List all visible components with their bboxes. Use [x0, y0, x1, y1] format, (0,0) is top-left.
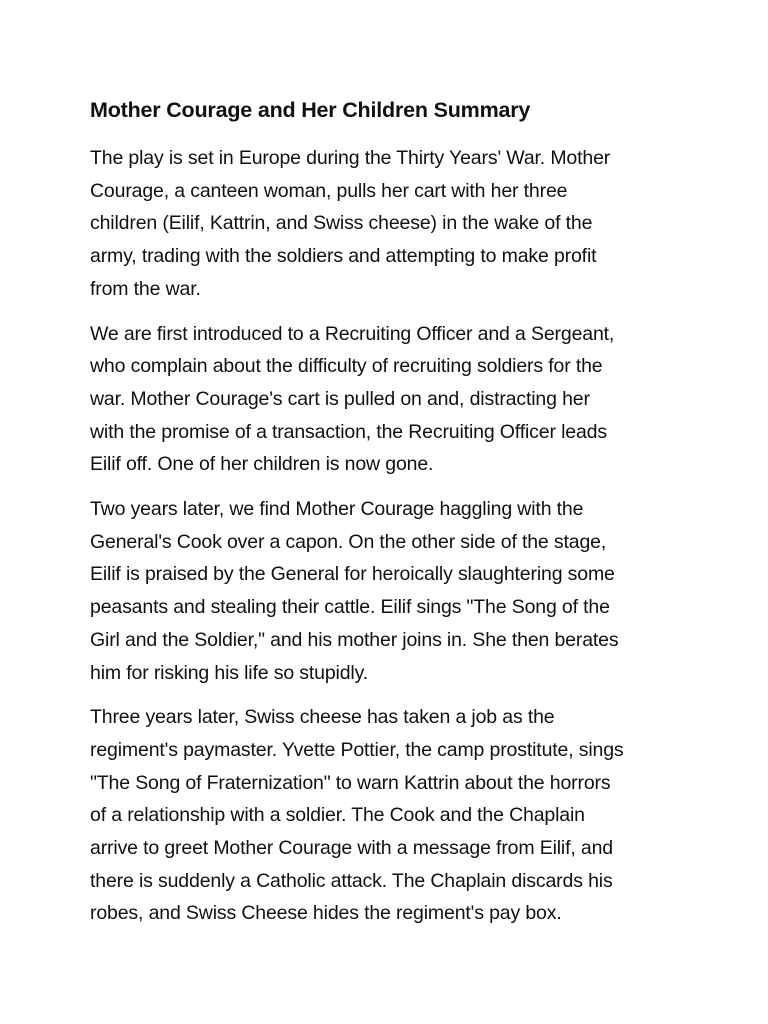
text-line: The play is set in Europe during the Thirty Years' War. Mother — [90, 147, 611, 169]
text-line: there is suddenly a Catholic attack. The Chaplain discards his — [90, 869, 613, 892]
text-line: Eilif is praised by the General for heroically slaughtering some — [90, 563, 615, 586]
text-line: from the war. — [90, 277, 201, 300]
paragraph-setting — [90, 142, 690, 306]
text-line: him for risking his life so stupidly. — [90, 661, 369, 684]
text-line: Three years later, Swiss cheese has taken a job as the — [90, 706, 555, 729]
text-line: regiment's paymaster. Yvette Pottier, the camp prostitute, sings — [90, 738, 624, 761]
text-line: with the promise of a transaction, the Recruiting Officer leads — [90, 420, 607, 443]
text-line: children (Eilif, Kattrin, and Swiss cheese) in the wake of the — [90, 212, 593, 235]
text-line: of a relationship with a soldier. The Cook and the Chaplain — [90, 804, 585, 827]
text-line: Two years later, we find Mother Courage haggling with the — [90, 498, 584, 521]
text-line: peasants and stealing their cattle. Eilif sings "The Song of the — [90, 596, 610, 619]
text-line: "The Song of Fraternization" to warn Kattrin about the horrors — [90, 771, 611, 794]
text-line: robes, and Swiss Cheese hides the regiment's pay box. — [90, 902, 562, 925]
text-line: Eilif off. One of her children is now gone. — [90, 453, 434, 476]
text-line: war. Mother Courage's cart is pulled on and, distracting her — [90, 387, 590, 410]
text-line: General's Cook over a capon. On the other side of the stage, — [90, 530, 607, 553]
text-line: Girl and the Soldier," and his mother joins in. She then berates — [90, 628, 619, 651]
document-title: Mother Courage and Her Children Summary — [90, 98, 531, 122]
paragraph-two-years-later — [90, 493, 690, 689]
text-line: arrive to greet Mother Courage with a message from Eilif, and — [90, 837, 614, 860]
text-line: We are first introduced to a Recruiting Officer and a Sergeant, — [90, 322, 615, 345]
document-page — [90, 94, 690, 942]
text-line: army, trading with the soldiers and attempting to make profit — [90, 245, 597, 268]
text-line: Courage, a canteen woman, pulls her cart with her three — [90, 179, 568, 202]
paragraph-three-years-later — [90, 701, 690, 930]
paragraph-recruiting — [90, 318, 690, 482]
text-line: who complain about the difficulty of recruiting soldiers for the — [90, 355, 603, 378]
